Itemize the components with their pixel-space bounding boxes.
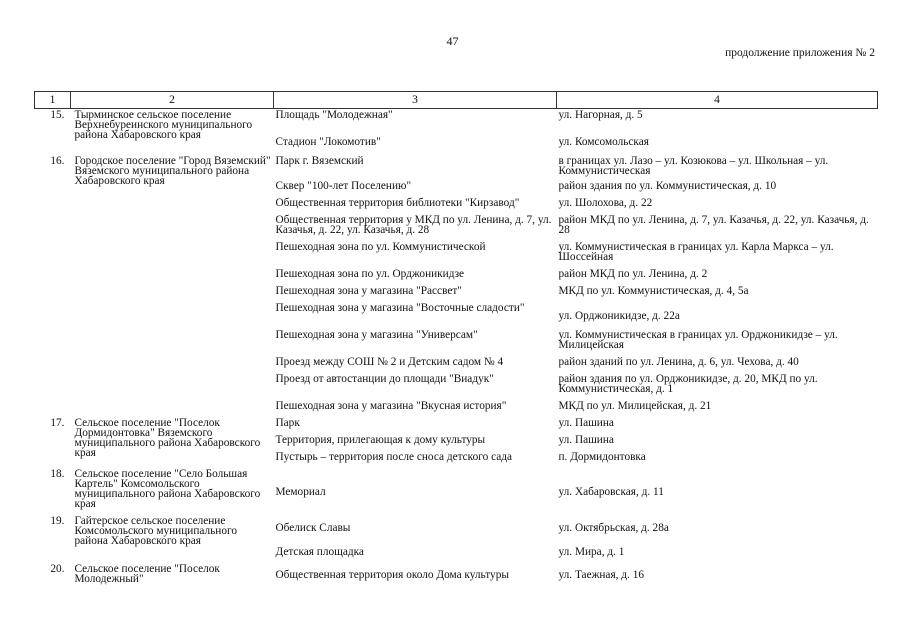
territory-address: ул. Коммунистическая в границах ул. Орджоникидзе – ул. Милицейская: [558, 328, 838, 351]
territory-name: Мемориал: [275, 485, 326, 498]
territory-name: Общественная территория у МКД по ул. Ленина, д. 7, ул. Казачья, д. 22, ул. Казачья, д. 28: [275, 213, 552, 236]
settlement-name: Городское поселение "Город Вяземский" Вяземского муниципального района Хабаровского края: [74, 154, 271, 187]
table-row: [35, 417, 878, 434]
territory-name: Пустырь – территория после сноса детского сада: [275, 450, 513, 463]
territory-address: ул. Таежная, д. 16: [558, 569, 644, 581]
territory-address: МКД по ул. Милицейская, д. 21: [558, 399, 712, 412]
territory-address: ул. Комсомольская: [558, 136, 649, 148]
territory-name: Парк г. Вяземский: [275, 154, 364, 167]
table-row: [35, 109, 878, 129]
row-number: 16.: [50, 154, 65, 167]
table-row: [35, 155, 878, 180]
table-row: [35, 468, 878, 515]
territory-address: МКД по ул. Коммунистическая, д. 4, 5а: [558, 284, 749, 297]
header-col-1: 1: [35, 92, 71, 109]
territory-address: район здания по ул. Коммунистическая, д. 10: [558, 179, 777, 192]
continuation-note: продолжение приложения № 2: [725, 47, 875, 59]
territory-name: Проезд от автостанции до площади "Виадук": [275, 372, 494, 385]
territory-address: ул. Мира, д. 1: [558, 546, 625, 558]
settlement-name: Тырминское сельское поселение Верхнебуреинского муниципального района Хабаровского края: [74, 109, 253, 141]
territory-name: Общественная территория около Дома культуры: [275, 569, 509, 581]
header-col-3: 3: [274, 92, 557, 109]
header-row: [35, 92, 878, 109]
row-number: 18.: [50, 467, 65, 480]
territory-address: район зданий по ул. Ленина, д. 6, ул. Чехова, д. 40: [558, 355, 799, 368]
territories-table: [34, 91, 878, 587]
territory-address: ул. Коммунистическая в границах ул. Карла Маркса – ул. Шоссейная: [558, 240, 834, 263]
territory-name: Пешеходная зона у магазина "Универсам": [275, 328, 478, 341]
settlement-name: Сельское поселение "Поселок Дормидонтовка" Вяземского муниципального района Хабаровского края: [74, 416, 261, 459]
row-number: 15.: [50, 109, 65, 121]
territory-name: Обелиск Славы: [275, 522, 351, 534]
row-number: 20.: [50, 562, 65, 575]
territory-name: Стадион "Локомотив": [275, 136, 381, 148]
header-col-4: 4: [557, 92, 878, 109]
territory-address: ул. Шолохова, д. 22: [558, 196, 653, 209]
territory-address: ул. Пашина: [558, 433, 614, 446]
settlement-name: Сельское поселение "Поселок Молодежный": [74, 562, 220, 585]
territory-name: Общественная территория библиотеки "Кирзавод": [275, 196, 520, 209]
table-row: [35, 515, 878, 541]
territory-name: Пешеходная зона по ул. Коммунистической: [275, 240, 486, 253]
settlement-name: Сельское поселение "Село Большая Картель" Комсомольского муниципального района Хабаровского края: [74, 467, 261, 510]
territory-address: район МКД по ул. Ленина, д. 2: [558, 267, 708, 280]
territory-name: Пешеходная зона у магазина "Рассвет": [275, 284, 462, 297]
territory-name: Проезд между СОШ № 2 и Детским садом № 4: [275, 355, 504, 368]
territory-address: район здания по ул. Орджоникидзе, д. 20, МКД по ул. Коммунистическая, д. 1: [558, 372, 818, 395]
row-number: 19.: [50, 514, 65, 527]
page-number: 47: [446, 34, 459, 48]
territory-name: Площадь "Молодежная": [275, 109, 393, 121]
territory-name: Пешеходная зона у магазина "Восточные сладости": [275, 301, 525, 314]
territory-name: Детская площадка: [275, 546, 364, 558]
row-number: 17.: [50, 416, 65, 429]
territory-address: ул. Хабаровская, д. 11: [558, 485, 664, 498]
territory-address: ул. Нагорная, д. 5: [558, 109, 643, 121]
territory-address: ул. Октябрьская, д. 28а: [558, 522, 669, 534]
territory-name: Парк: [275, 416, 300, 429]
territory-name: Сквер "100-лет Поселению": [275, 179, 412, 192]
header-col-2: 2: [71, 92, 274, 109]
territory-name: Пешеходная зона у магазина "Вкусная история": [275, 399, 507, 412]
settlement-name: Гайтерское сельское поселение Комсомольского муниципального района Хабаровского края: [74, 514, 237, 547]
territory-name: Пешеходная зона по ул. Орджоникидзе: [275, 267, 465, 280]
table-row: [35, 563, 878, 587]
territory-address: п. Дормидонтовка: [558, 450, 646, 463]
territory-name: Территория, прилегающая к дому культуры: [275, 433, 486, 446]
territory-address: ул. Орджоникидзе, д. 22а: [558, 309, 680, 322]
territory-address: в границах ул. Лазо – ул. Козюкова – ул. Школьная – ул. Коммунистическая: [558, 154, 829, 177]
territory-address: ул. Пашина: [558, 416, 614, 429]
territory-address: район МКД по ул. Ленина, д. 7, ул. Казачья, д. 22, ул. Казачья, д. 28: [558, 213, 869, 236]
